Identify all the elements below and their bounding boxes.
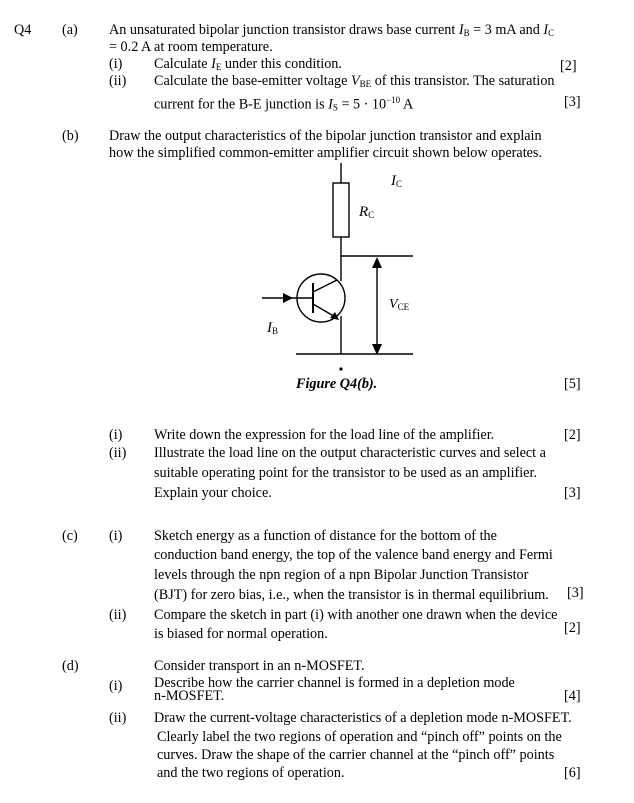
part-c-ii-line1: Compare the sketch in part (i) with another one drawn when the device: [154, 607, 558, 623]
part-b-ii-line3: Explain your choice.: [154, 485, 272, 501]
collector-internal: [313, 280, 337, 292]
part-a-label: (a): [62, 22, 78, 38]
part-b-i-text: Write down the expression for the load line of the amplifier.: [154, 427, 495, 443]
question-number: Q4: [14, 22, 32, 38]
label-rc: $R_C$: [359, 204, 375, 220]
collector-resistor: [333, 183, 349, 237]
part-c-i-line4: (BJT) for zero bias, i.e., when the transistor is in thermal equilibrium.: [154, 587, 549, 603]
part-b-i-label: (i): [109, 427, 123, 443]
part-c-i-line1: Sketch energy as a function of distance for the bottom of the: [154, 528, 497, 544]
part-d-ii-line3: curves. Draw the shape of the carrier channel at the “pinch off” points: [157, 747, 555, 763]
part-a-ii-text-line1: Calculate the base-emitter voltage $V_{BE}$ of this transistor. The saturation: [154, 73, 555, 89]
part-c-label: (c): [62, 528, 78, 544]
part-c-ii-marks: [2]: [564, 620, 581, 636]
part-a-intro-line2: = 0.2 A at room temperature.: [109, 39, 273, 55]
part-a-intro-line1: An unsaturated bipolar junction transistor draws base current $I_B = 3$ mA and $I_C$: [109, 22, 555, 38]
part-d-ii-line1: Draw the current-voltage characteristics of a depletion mode n-MOSFET.: [154, 710, 572, 726]
figure-caption: Figure Q4(b).: [296, 376, 378, 392]
part-a-ii-text-line2: current for the B-E junction is $I_S = 5 \cdot 10^{-10}$ A: [154, 95, 414, 113]
part-c-i-marks: [3]: [567, 585, 584, 601]
part-a-i-label: (i): [109, 56, 123, 72]
part-d-ii-label: (ii): [109, 710, 127, 726]
part-c-i-label: (i): [109, 528, 123, 544]
part-b-ii-line1: Illustrate the load line on the output characteristic curves and select a: [154, 445, 546, 461]
part-d-i-label: (i): [109, 678, 123, 694]
part-b-ii-label: (ii): [109, 445, 127, 461]
part-d-label: (d): [62, 658, 79, 674]
part-b-label: (b): [62, 128, 79, 144]
part-d-i-line2: n-MOSFET.: [154, 688, 225, 704]
part-b-line2: how the simplified common-emitter amplifier circuit shown below operates.: [109, 145, 542, 161]
part-b-ii-line2: suitable operating point for the transistor to be used as an amplifier.: [154, 465, 537, 481]
vce-arrowhead-top: [372, 257, 382, 268]
part-d-intro: Consider transport in an n-MOSFET.: [154, 658, 365, 674]
part-b-figure-marks: [5]: [564, 376, 581, 392]
base-current-arrowhead: [283, 293, 293, 303]
part-d-i-marks: [4]: [564, 688, 581, 704]
label-ic: $I_C$: [391, 173, 403, 189]
part-d-ii-line4: and the two regions of operation.: [157, 765, 345, 781]
part-a-ii-label: (ii): [109, 73, 127, 89]
part-d-ii-line2: Clearly label the two regions of operation and “pinch off” points on the: [157, 729, 562, 745]
part-b-line1: Draw the output characteristics of the bipolar junction transistor and explain: [109, 128, 542, 144]
part-b-i-marks: [2]: [564, 427, 581, 443]
part-b-ii-marks: [3]: [564, 485, 581, 501]
part-c-ii-line2: is biased for normal operation.: [154, 626, 328, 642]
part-a-i-marks: [2]: [560, 58, 577, 74]
label-ib: $I_B$: [267, 320, 279, 336]
part-a-i-text: Calculate $I_E$ under this condition.: [154, 56, 342, 72]
part-a-ii-marks: [3]: [564, 94, 581, 110]
label-vce: $V_{CE}$: [389, 297, 410, 312]
part-d-i-line1: Describe how the carrier channel is formed in a depletion mode: [154, 675, 515, 691]
part-c-i-line3: levels through the npn region of a npn Bipolar Junction Transistor: [154, 567, 529, 583]
part-d-ii-marks: [6]: [564, 765, 581, 781]
part-c-i-line2: conduction band energy, the top of the valence band energy and Fermi: [154, 547, 553, 563]
figure-dot: [339, 367, 342, 370]
part-c-ii-label: (ii): [109, 607, 127, 623]
